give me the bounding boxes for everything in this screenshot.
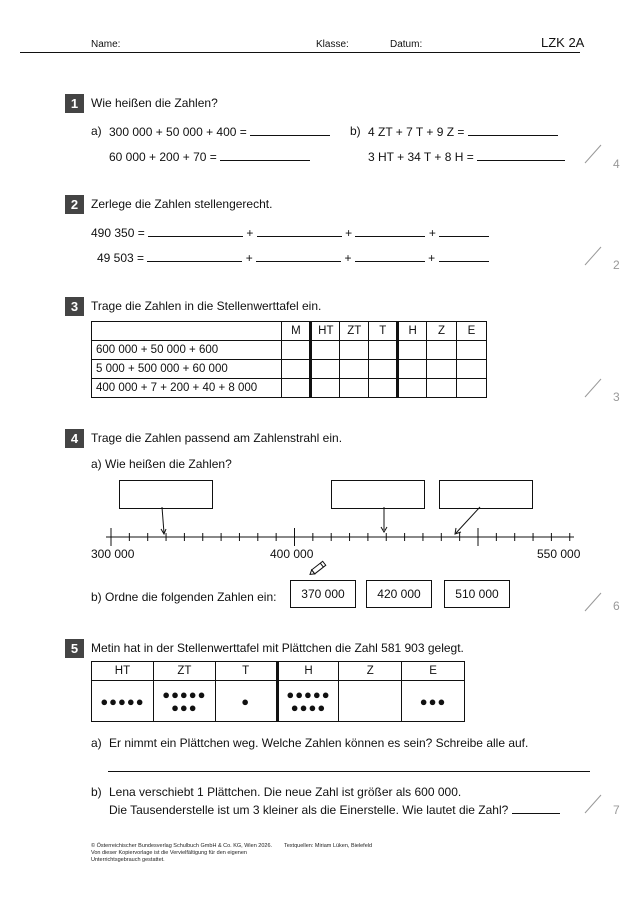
task-1-number: 1 [65,94,84,113]
row-expression: 400 000 + 7 + 200 + 40 + 8 000 [92,379,282,398]
answer-line[interactable] [439,225,489,237]
column-header-h: H [277,662,339,681]
table-cell[interactable] [311,341,340,360]
table-cell[interactable] [398,341,427,360]
name-label: Name: [91,39,121,50]
answer-line[interactable] [355,225,425,237]
scale-label-start: 300 000 [91,547,135,561]
task-5-number: 5 [65,639,84,658]
table-row [92,379,487,398]
table-header-row [92,662,465,681]
plus-sign: + [428,226,436,240]
task-4a-text: a) Wie heißen die Zahlen? [91,457,232,471]
task-5a-label: a) [91,736,102,750]
task-1a-expression-2: 60 000 + 200 + 70 = [109,150,217,164]
task-1b-row-2 [368,149,565,164]
table-cell[interactable] [369,360,398,379]
task-1a-row-2 [109,149,310,164]
column-header-e: E [457,322,487,341]
dot-row: ●●●●● [286,687,331,702]
table-row [92,360,487,379]
answer-line[interactable] [468,124,558,136]
task-2-number: 2 [65,195,84,214]
table-cell[interactable] [457,341,487,360]
dot-row: ●●● [171,700,198,715]
dot-row: ●●●●● [100,693,145,709]
table-cell[interactable] [457,360,487,379]
task-2-number-2: 49 503 = [97,251,145,265]
task-5a-text: Er nimmt ein Plättchen weg. Welche Zahlen können es sein? Schreibe alle auf. [109,736,529,750]
task-5b-question: Die Tausenderstelle ist um 3 kleiner als die Einerstelle. Wie lautet die Zahl? [109,803,509,817]
task-1a-row-1 [109,124,330,139]
table-cell[interactable] [311,360,340,379]
table-row [92,681,465,722]
answer-line[interactable] [148,225,243,237]
dots-cell-e [402,681,465,722]
number-card-3[interactable] [444,580,510,608]
column-header-zt: ZT [340,322,369,341]
points-slash-icon [583,377,603,399]
answer-line[interactable] [477,149,565,161]
number-card-3-label: 510 000 [455,587,499,601]
copyright-line-3: Unterrichtsgebrauch gestattet. [91,857,165,863]
table-cell[interactable] [340,379,369,398]
table-cell[interactable] [340,360,369,379]
answer-line[interactable] [355,250,425,262]
table-cell[interactable] [457,379,487,398]
task-2-row-1 [91,225,489,240]
dots-cell-h [277,681,339,722]
answer-line[interactable] [147,250,242,262]
number-line [100,500,580,550]
place-value-table [91,321,487,398]
task-1b-row-1 [368,124,558,139]
plus-sign: + [428,251,436,265]
task-3-points: 3 [613,390,620,404]
plus-sign: + [345,226,353,240]
column-header-z: Z [427,322,457,341]
task-5-title: Metin hat in der Stellenwerttafel mit Plättchen die Zahl 581 903 gelegt. [91,641,464,655]
task-5b-line-1: Lena verschiebt 1 Plättchen. Die neue Zahl ist größer als 600 000. [109,785,462,799]
number-card-1[interactable] [290,580,356,608]
task-1-points: 4 [613,157,620,171]
task-3-number: 3 [65,297,84,316]
task-2-number-1: 490 350 = [91,226,145,240]
task-4b-text: b) Ordne die folgenden Zahlen ein: [91,590,277,604]
table-cell[interactable] [282,341,311,360]
answer-line[interactable] [257,225,342,237]
table-cell[interactable] [340,341,369,360]
dots-cell-z [339,681,402,722]
table-cell[interactable] [398,360,427,379]
task-1a-expression-1: 300 000 + 50 000 + 400 = [109,125,247,139]
task-1b-label: b) [350,124,361,138]
plus-sign: + [246,226,254,240]
plaettchen-table [91,661,465,722]
number-card-2-label: 420 000 [377,587,421,601]
row-expression: 600 000 + 50 000 + 600 [92,341,282,360]
points-slash-icon [583,245,603,267]
task-2-title: Zerlege die Zahlen stellengerecht. [91,197,273,211]
task-4-number: 4 [65,429,84,448]
column-header-zt: ZT [153,662,215,681]
table-header-row [92,322,487,341]
task-2-row-2 [97,250,489,265]
dot-row: ●●●● [290,700,327,715]
plus-sign: + [344,251,352,265]
table-row [92,341,487,360]
answer-line[interactable] [256,250,341,262]
test-code: LZK 2A [541,35,585,50]
answer-line[interactable] [512,802,560,814]
copyright-line-2: Von dieser Kopiervorlage ist die Vervielfältigung für den eigenen [91,850,247,856]
datum-label: Datum: [390,39,423,50]
dots-cell-zt [153,681,215,722]
task-4-title: Trage die Zahlen passend am Zahlenstrahl ein. [91,431,343,445]
copyright-line-1: © Österreichischer Bundesverlag Schulbuch GmbH & Co. KG, Wien 2026. [91,843,273,849]
answer-line[interactable] [108,771,590,772]
points-slash-icon [583,143,603,165]
table-corner-cell [92,322,282,341]
points-slash-icon [583,591,603,613]
column-header-ht: HT [311,322,340,341]
task-1-title: Wie heißen die Zahlen? [91,96,218,110]
answer-line[interactable] [220,149,310,161]
pencil-icon [308,558,330,578]
dots-cell-t [215,681,277,722]
task-5b-label: b) [91,785,102,799]
table-cell[interactable] [311,379,340,398]
table-cell[interactable] [282,379,311,398]
task-1b-expression-1: 4 ZT + 7 T + 9 Z = [368,125,465,139]
text-sources: Textquellen: Miriam Lüken, Bielefeld [284,843,373,849]
task-5-points: 7 [613,803,620,817]
klasse-label: Klasse: [316,39,349,50]
table-cell[interactable] [369,379,398,398]
row-expression: 5 000 + 500 000 + 60 000 [92,360,282,379]
dot-row: ● [241,693,251,709]
dot-row: ●●●●● [162,687,207,702]
copyright-notice [91,843,272,864]
task-5b-line-2 [109,802,560,817]
column-header-t: T [215,662,277,681]
scale-label-end: 550 000 [537,547,581,561]
table-cell[interactable] [427,360,457,379]
task-1b-expression-2: 3 HT + 34 T + 8 H = [368,150,474,164]
dots-cell-ht [92,681,154,722]
table-cell[interactable] [369,341,398,360]
dot-row: ●●● [419,693,447,709]
column-header-ht: HT [92,662,154,681]
answer-line[interactable] [250,124,330,136]
task-2-points: 2 [613,258,620,272]
table-cell[interactable] [427,379,457,398]
pointer-arrows [161,507,480,534]
answer-line[interactable] [439,250,489,262]
column-header-t: T [369,322,398,341]
task-3-title: Trage die Zahlen in die Stellenwerttafel ein. [91,299,322,313]
points-slash-icon [583,793,603,815]
number-card-2[interactable] [366,580,432,608]
header-rule [20,52,580,53]
task-1a-label: a) [91,124,102,138]
plus-sign: + [245,251,253,265]
column-header-m: M [282,322,311,341]
task-4-points: 6 [613,599,620,613]
column-header-e: E [402,662,465,681]
table-cell[interactable] [427,341,457,360]
table-cell[interactable] [398,379,427,398]
table-cell[interactable] [282,360,311,379]
column-header-z: Z [339,662,402,681]
scale-label-mid: 400 000 [270,547,314,561]
column-header-h: H [398,322,427,341]
number-card-1-label: 370 000 [301,587,345,601]
